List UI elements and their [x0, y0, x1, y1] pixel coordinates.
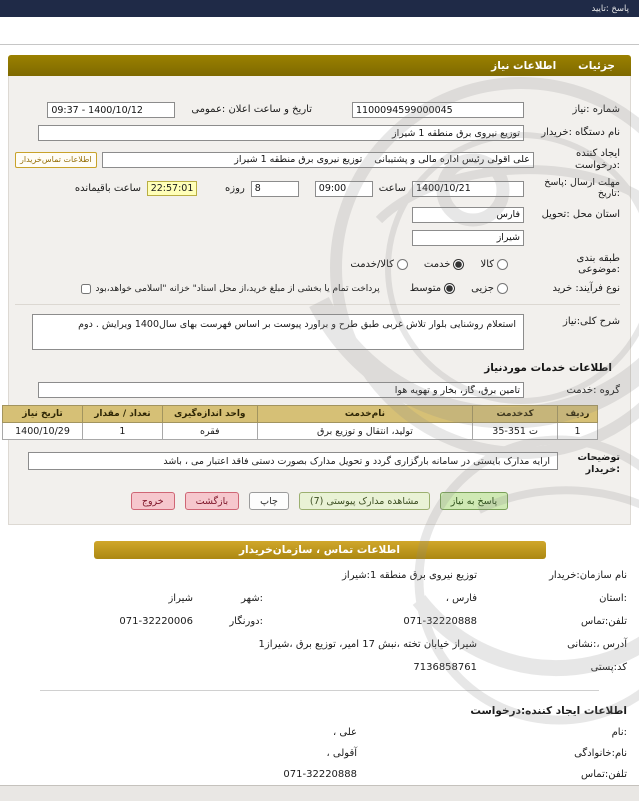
cell-service-code: ت 351-35	[473, 423, 558, 440]
org-contact-label: نام سازمان:خریدار	[549, 570, 627, 582]
city-contact-label: :شهر	[241, 593, 263, 605]
requester-phone-label: تلفن:تماس	[581, 769, 627, 781]
phone-contact-label: تلفن:تماس	[581, 616, 627, 628]
col-quantity: تعداد / مقدار	[82, 406, 162, 423]
process-option-medium[interactable]: متوسط	[410, 283, 455, 294]
view-attached-docs-button[interactable]: مشاهده مدارک پیوستی (7)	[299, 492, 430, 510]
contact-row-postal	[0, 661, 627, 674]
goods-service-radio[interactable]	[397, 259, 408, 270]
respond-to-need-button[interactable]: پاسخ به نیاز	[440, 492, 508, 510]
deadline-hour-label: ساعت	[378, 183, 406, 195]
requester-row-phone	[0, 769, 627, 780]
countdown-timer: 22:57:01	[147, 181, 197, 196]
buyer-contact-section	[0, 525, 639, 780]
description-row	[15, 304, 620, 350]
requester-section-title: اطلاعات ایجاد کننده:درخواست	[470, 705, 627, 718]
city-contact-value: شیراز	[168, 593, 193, 605]
buyer-notes-label: توضیحات :خریدار	[577, 452, 620, 476]
org-name-row	[15, 125, 620, 141]
process-type-label: نوع فرآیند: خرید	[552, 282, 620, 294]
classification-option-goods[interactable]: کالا	[480, 259, 508, 270]
treasury-checkbox-label: پرداخت تمام یا بخشی از مبلغ خرید،از محل اسناد" خزانه "اسلامی خواهد،بود	[95, 283, 380, 294]
medium-radio[interactable]	[444, 283, 455, 294]
province-row	[15, 207, 620, 223]
province-input[interactable]	[412, 207, 524, 223]
service-table-row[interactable]	[3, 423, 598, 440]
creator-input[interactable]	[102, 152, 534, 168]
exit-button[interactable]: خروج	[131, 492, 175, 510]
col-unit: واحد اندازه‌گیری	[162, 406, 257, 423]
deadline-label: مهلت ارسال :پاسخ :تاریخ	[544, 177, 620, 199]
deadline-date-input[interactable]	[412, 181, 524, 197]
org-name-input[interactable]	[38, 125, 524, 141]
remaining-label: ساعت باقیمانده	[74, 183, 142, 195]
buyer-contact-header: اطلاعات تماس ، سازمان‌خریدار	[94, 541, 546, 559]
city-input[interactable]	[412, 230, 524, 246]
buyer-notes-row	[15, 452, 620, 476]
need-number-row	[15, 102, 620, 118]
services-section-title: اطلاعات خدمات موردنیاز	[484, 362, 612, 375]
cell-need-date: 1400/10/29	[3, 423, 83, 440]
back-button[interactable]: بازگشت	[185, 492, 239, 510]
description-box: استعلام روشنایی بلوار تلاش غربی طبق طرح و براورد پیوست بر اساس فهرست بهای سال1400 ویرایش . دوم	[32, 314, 524, 350]
fax-contact-label: :دورنگار	[229, 616, 263, 628]
announce-datetime-input[interactable]	[47, 102, 175, 118]
cell-row-number: 1	[558, 423, 598, 440]
creator-label: ایجاد کننده :درخواست	[575, 148, 620, 171]
creator-row	[15, 148, 620, 171]
classification-label: طبقه بندی :موضوعی	[576, 252, 620, 276]
deadline-row	[15, 178, 620, 200]
process-option-minor[interactable]: جزیی	[471, 283, 508, 294]
contact-row-province-city	[0, 592, 627, 605]
need-form-panel	[8, 76, 631, 525]
buyer-contact-button[interactable]: اطلاعات تماس‌خریدار	[15, 152, 97, 168]
requester-row-lastname	[0, 748, 627, 759]
print-button[interactable]: چاپ	[249, 492, 289, 510]
tab-details[interactable]: جزئیات	[578, 59, 615, 72]
cell-unit: فقره	[162, 423, 257, 440]
address-contact-value: شیراز خیابان تخته ،نبش 17 امیر، توزیع برق ،شیراز1	[258, 639, 477, 651]
header-strip	[0, 17, 639, 45]
deadline-days-input[interactable]	[251, 181, 299, 197]
description-label: شرح کلی:نیاز	[563, 316, 620, 328]
topbar-status-text: پاسخ :تایید	[591, 3, 629, 14]
org-contact-value: توزیع نیروی برق منطقه 1:شیراز	[342, 570, 477, 582]
cell-quantity: 1	[82, 423, 162, 440]
classification-option-service[interactable]: خدمت	[424, 259, 465, 270]
firstname-value: علی ،	[332, 727, 357, 739]
contact-row-org	[0, 569, 627, 582]
service-group-row	[15, 382, 620, 398]
treasury-checkbox[interactable]	[81, 284, 91, 294]
minor-radio[interactable]	[497, 283, 508, 294]
address-contact-label: آدرس ،:نشانی	[567, 639, 627, 651]
requester-row-firstname	[0, 727, 627, 738]
tab-bar	[8, 55, 631, 76]
col-service-code: کدخدمت	[473, 406, 558, 423]
section-divider	[40, 690, 599, 691]
footer-strip	[0, 785, 639, 801]
province-contact-value: فارس ،	[445, 593, 477, 605]
contact-row-phone-fax	[0, 615, 627, 628]
requester-phone-value: 071-32220888	[283, 769, 357, 781]
phone-contact-value: 071-32220888	[403, 616, 477, 628]
col-need-date: تاریخ نیاز	[3, 406, 83, 423]
action-buttons	[15, 492, 624, 510]
process-type-row	[15, 283, 620, 295]
tab-need-info[interactable]: اطلاعات نیاز	[491, 59, 557, 72]
need-number-input[interactable]	[352, 102, 524, 118]
city-row	[15, 230, 620, 246]
contact-row-address	[0, 638, 627, 651]
treasury-checkbox-group[interactable]	[81, 284, 380, 294]
fax-contact-value: 071-32220006	[119, 616, 193, 628]
province-label: استان محل :تحویل	[541, 209, 620, 221]
buyer-notes-box: ارایه مدارک بایستی در سامانه بارگزاری گردد و تحویل مدارک بصورت دستی فاقد اعتبار می ، باشد	[28, 452, 558, 470]
col-service-name: نام‌خدمت	[257, 406, 472, 423]
service-group-input[interactable]	[38, 382, 524, 398]
cell-service-name: تولید، انتقال و توزیع برق	[257, 423, 472, 440]
need-number-label: شماره :نیاز	[572, 104, 620, 116]
classification-row	[15, 253, 620, 276]
province-contact-label: :استان	[599, 593, 627, 605]
classification-option-goods-service[interactable]: کالا/خدمت	[350, 259, 408, 270]
deadline-days-label: روزه	[225, 183, 245, 195]
firstname-label: :نام	[611, 727, 627, 739]
announce-label: تاریخ و ساعت اعلان :عمومی	[191, 104, 312, 116]
service-group-label: گروه :خدمت	[566, 384, 620, 396]
top-navy-bar	[0, 0, 639, 17]
goods-radio[interactable]	[497, 259, 508, 270]
service-radio[interactable]	[453, 259, 464, 270]
col-row-number: ردیف	[558, 406, 598, 423]
lastname-label: نام:خانوادگی	[574, 748, 627, 760]
postal-contact-value: 7136858761	[413, 662, 477, 674]
services-table	[2, 405, 598, 440]
lastname-value: آقولی ،	[326, 748, 357, 760]
org-name-label: نام دستگاه :خریدار	[541, 127, 620, 139]
postal-contact-label: کد:پستی	[590, 662, 627, 674]
services-table-header-row	[3, 406, 598, 423]
deadline-hour-input[interactable]	[315, 181, 373, 197]
